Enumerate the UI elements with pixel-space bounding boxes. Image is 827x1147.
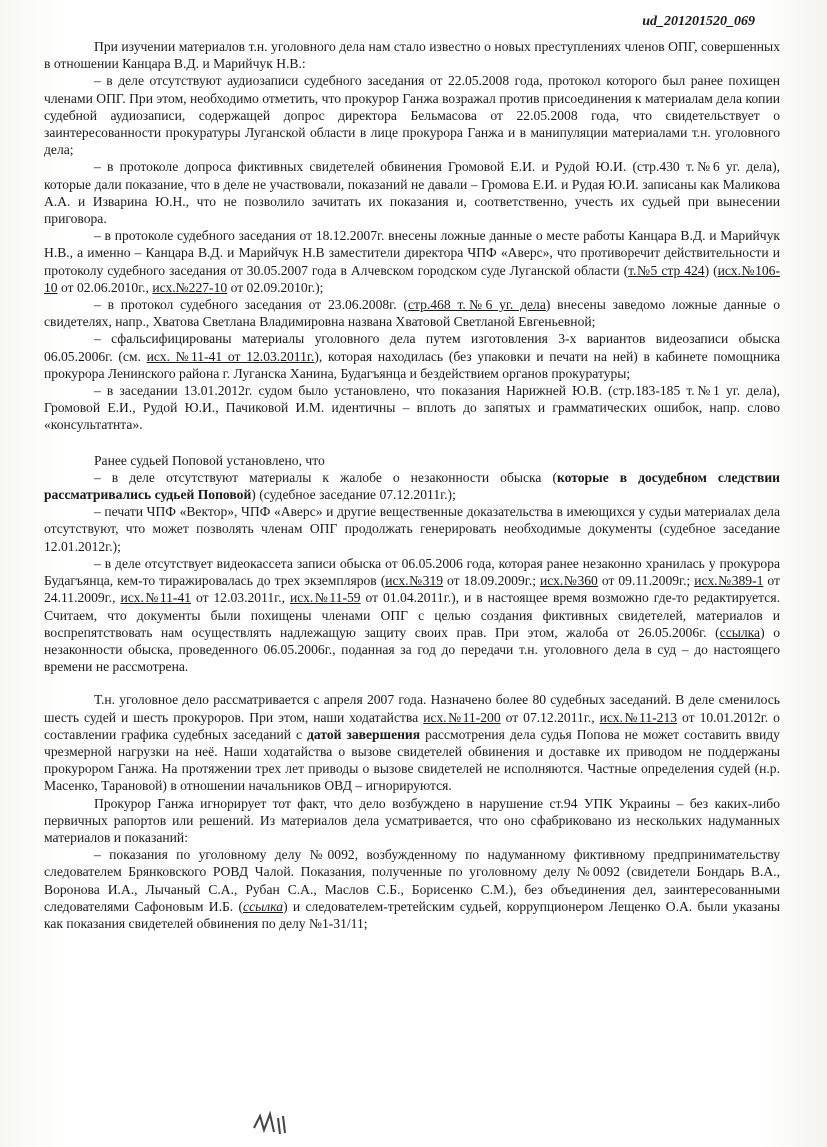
reference-link[interactable]: исх.№11-200 — [423, 709, 501, 725]
text-fragment: Т.н. уголовное дело рассматривается с апреля 2007 года. Назначено более 80 судебных заседаний. В деле сменилось шесть судей и шесть прокуроров. При этом, наши ходатайства — [44, 692, 780, 725]
text-fragment: от 02.09.2010г.); — [227, 279, 324, 295]
text-fragment: от 18.09.2009г.; — [443, 573, 540, 589]
text-fragment: – сфальсифицированы материалы уголовного дела путем изготовления 3-х вариантов видеозаписи обыска 06.05.2006г. (см. — [44, 331, 780, 364]
reference-link[interactable]: т.№5 стр 424 — [628, 262, 705, 278]
paragraph-protocol-1812 — [44, 227, 780, 296]
bold-fragment: которые в досудебном следствии рассматривались судьей Поповой — [44, 469, 780, 503]
paragraph-judge-popova: Ранее судьей Поповой установлено, что — [94, 452, 325, 468]
paragraph-audio: – в деле отсутствуют аудиозаписи судебного заседания от 22.05.2008 года, протокол которого был ранее похищен членами ОПГ. При этом, необходимо отметить, что прокурор Ганжа возражал против присоединения к материалам дела копии судебной аудиозаписи, содержащей допрос директора Бельмасова от 22.05.2008 года, что свидетельствует о заинтересованности прокуратуры Луганской области в лице прокурора Ганжа и в манипуляции материалами т.н. уголовного дела; — [44, 73, 780, 158]
text-fragment: ), которая находилась (без упаковки и печати на ней) в кабинете помощника прокурора Ленинского района г. Луганска Ханина, Будагъянца и бездействием органов прокуратуры; — [44, 348, 780, 381]
text-fragment: ) ( — [704, 262, 718, 278]
reference-link[interactable]: исх.№11-213 — [599, 709, 678, 725]
text-fragment: от 02.06.2010г., — [57, 279, 153, 295]
text-fragment: рассмотрения дела судья Попова не может составить ввиду чрезмерной нагрузки на неё. Наши ходатайства о вызове свидетелей обвинения и доставке их приводом не поддержаны прокурором Ганжа. На протяжении трех лет приводы о вызове свидетелей не исполняются. Частные определения судей (н.р. Масенко, Тарановой) в отношении начальников ОВД – игнорируются. — [44, 726, 780, 794]
reference-link[interactable]: исх.№11-41 — [120, 590, 192, 606]
paragraph-prosecutor: Прокурор Ганжа игнорирует тот факт, что дело возбуждено в нарушение ст.94 УПК Украины – без каких-либо первичных рапортов или решений. Из материалов дела усматривается, что оно сфабриковано из нескольких надуманных материалов и показаний: — [44, 795, 780, 845]
text-fragment: ) внесены заведомо ложные данные о свидетелях, напр., Хватова Светлана Владимировна названа Хватовой Светланой Евгеньевной; — [44, 297, 781, 330]
reference-link[interactable]: исх. №11-41 от 12.03.2011г. — [146, 348, 315, 364]
paragraph-complaint — [44, 469, 780, 503]
paragraph-case-duration — [44, 691, 780, 794]
text-fragment: – показания по уголовному делу №0092, возбужденному по надуманному фиктивному предпринимательству следователем Брянковского РОВД Чалой. Показания, полученные по уголовному делу №0092 (свидетели Бондарь В.А., Воронова И.А., Лычаный С.А., Рубан С.А., Маслов С.Б., Борисенко С.М.), без объединения дел, заинтересованными следователями Сафоновым И.Б. ( — [44, 847, 780, 914]
paragraph-intro: При изучении материалов т.н. уголовного дела нам стало известно о новых преступлениях членов ОПГ, совершенных в отношении Канцара В.Д. и Марийчук Н.В.: — [44, 39, 780, 72]
text-fragment: ) и следователем-третейским судьей, коррупционером Лещенко О.А. были указаны как показания свидетелей обвинения по делу №1-31/11; — [44, 898, 780, 931]
text-fragment: – в протоколе судебного заседания от 18.12.2007г. внесены ложные данные о месте работы Канцара В.Д. и Марийчук Н.В., а именно – Канцара В.Д. и Марийчук Н.В заместители директора ЧПФ «Аверс», что противоречит действительности и протоколу судебного заседания от 30.05.2007 года в Алчевском городском суде Луганской области ( — [44, 228, 780, 278]
paragraph-testimony: – в заседании 13.01.2012г. судом было установлено, что показания Нарижней Ю.В. (стр.183-185 т.№1 уг. дела), Громовой Е.И., Рудой Ю.И., Пачиковой И.М. идентичны – вплоть до запятых и грамматических ошибок, напр. слово «консультатнта». — [44, 383, 780, 433]
bold-fragment: датой завершения — [307, 726, 421, 742]
text-fragment: от 12.03.2011г., — [191, 590, 290, 606]
text-fragment: от 01.04.2011г.), и в настоящее время возможно где-то редактируется. Считаем, что документы были похищены членами ОПГ с целью создания фиктивных свидетелей, материалов и воспрепятствовать нам осуществлять надлежащую защиту своих прав. При этом, жалоба от 26.05.2006г. ( — [44, 590, 780, 640]
reference-link[interactable]: исх.№360 — [539, 573, 598, 589]
paragraph-videocassette — [44, 555, 780, 675]
reference-link[interactable]: ссылка — [719, 624, 761, 640]
text-fragment: от 10.01.2012г. о составлении графика судебных заседаний с — [44, 709, 780, 742]
text-fragment: ) о незаконности обыска, проведенного 06.05.2006г., поданная за год до передачи т.н. уголовного дела в суд – до настоящего времени не рассмотрена. — [44, 624, 780, 675]
paragraph-witnesses: – в протоколе допроса фиктивных свидетелей обвинения Громовой Е.И. и Рудой Ю.И. (стр.430 т.№6 уг. дела), которые дали показание, что в деле не участвовали, показаний не давали – Громова Е.И. и Рудая Ю.И. записаны как Маликова А.А. и Изварина Ю.Н., что не позволило зачитать их показания и, соответственно, учесть их судьей при вынесении приговора. — [44, 159, 780, 227]
reference-link[interactable]: стр.468 т.№6 уг. дела — [407, 297, 546, 313]
reference-link[interactable]: исх.№106-10 — [44, 262, 780, 295]
text-fragment: от 07.12.2011г., — [500, 709, 600, 725]
text-fragment: – в протокол судебного заседания от 23.06.2008г. ( — [94, 297, 408, 313]
reference-link[interactable]: исх.№319 — [385, 573, 444, 589]
paragraph-protocol-2306 — [44, 296, 780, 330]
reference-link[interactable]: исх.№389-1 — [694, 573, 764, 589]
handwritten-mark — [250, 1108, 290, 1143]
reference-link[interactable]: исх.№11-59 — [289, 590, 361, 606]
text-fragment: – в деле отсутствует видеокассета записи обыска от 06.05.2006 года, которая ранее незаконно хранилась у прокурора Будагъянца, кем-то тиражировалась до трех экземпляров ( — [44, 555, 780, 589]
paragraph-video — [44, 330, 780, 382]
paragraph-seals: – печати ЧПФ «Вектор», ЧПФ «Аверс» и другие вещественные доказательства в имеющихся у судьи материалах дела отсутствуют, что может позволять членам ОПГ продолжать генерировать необходимые документы (судебное заседание 12.01.2012г.); — [44, 504, 780, 554]
reference-link[interactable]: ссылка — [243, 898, 284, 914]
text-fragment: от 09.11.2009г.; — [597, 573, 695, 589]
text-fragment: от 24.11.2009г., — [44, 573, 780, 606]
text-fragment: ) (судебное заседание 07.12.2011г.); — [251, 487, 456, 503]
document-id: ud_201201520_069 — [642, 14, 755, 29]
scribble-icon — [250, 1108, 290, 1138]
paragraph-case-0092 — [44, 846, 780, 932]
document-body — [44, 38, 780, 932]
text-fragment: – в деле отсутствуют материалы к жалобе о незаконности обыска ( — [94, 469, 557, 485]
reference-link[interactable]: исх.№227-10 — [152, 279, 228, 295]
